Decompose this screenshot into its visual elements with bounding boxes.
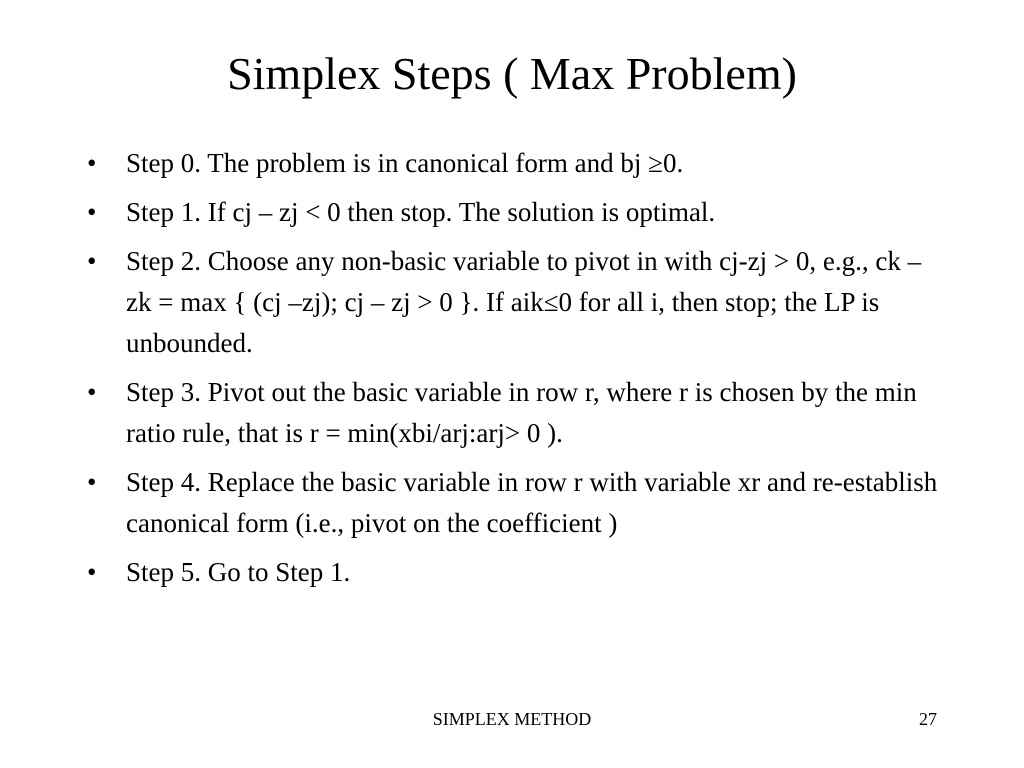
- steps-list: [0, 143, 1024, 601]
- step-1-text: Step 1. If cj – zj < 0 then stop. The solution is optimal.: [126, 197, 716, 227]
- bullet-icon: •: [87, 377, 97, 407]
- step-3-item: [0, 372, 946, 454]
- page-number: 27: [919, 709, 937, 729]
- step-2-item: [0, 241, 946, 364]
- step-1-item: [0, 192, 946, 233]
- step-4-text: Step 4. Replace the basic variable in row r with variable xr and re-establish canonical form (i.e., pivot on the coefficient ): [126, 467, 938, 538]
- step-2-text: Step 2. Choose any non-basic variable to pivot in with cj-zj > 0, e.g., ck – zk = max { (cj –zj); cj – zj > 0 }. If aik≤0 for all i, then stop; the LP is unbounded.: [126, 246, 922, 358]
- bullet-icon: •: [87, 197, 97, 227]
- bullet-icon: •: [87, 148, 97, 178]
- slide-title: Simplex Steps ( Max Problem): [227, 48, 797, 99]
- step-0-item: [0, 143, 946, 184]
- bullet-icon: •: [87, 557, 97, 587]
- step-0-text: Step 0. The problem is in canonical form and bj ≥0.: [126, 148, 684, 178]
- step-4-item: [0, 462, 946, 544]
- bullet-icon: •: [87, 246, 97, 276]
- footer-label: SIMPLEX METHOD: [432, 709, 592, 729]
- step-3-text: Step 3. Pivot out the basic variable in row r, where r is chosen by the min ratio rule, that is r = min(xbi/arj:arj> 0 ).: [126, 377, 917, 448]
- step-5-text: Step 5. Go to Step 1.: [126, 557, 351, 587]
- step-5-item: [0, 552, 946, 593]
- bullet-icon: •: [87, 467, 97, 497]
